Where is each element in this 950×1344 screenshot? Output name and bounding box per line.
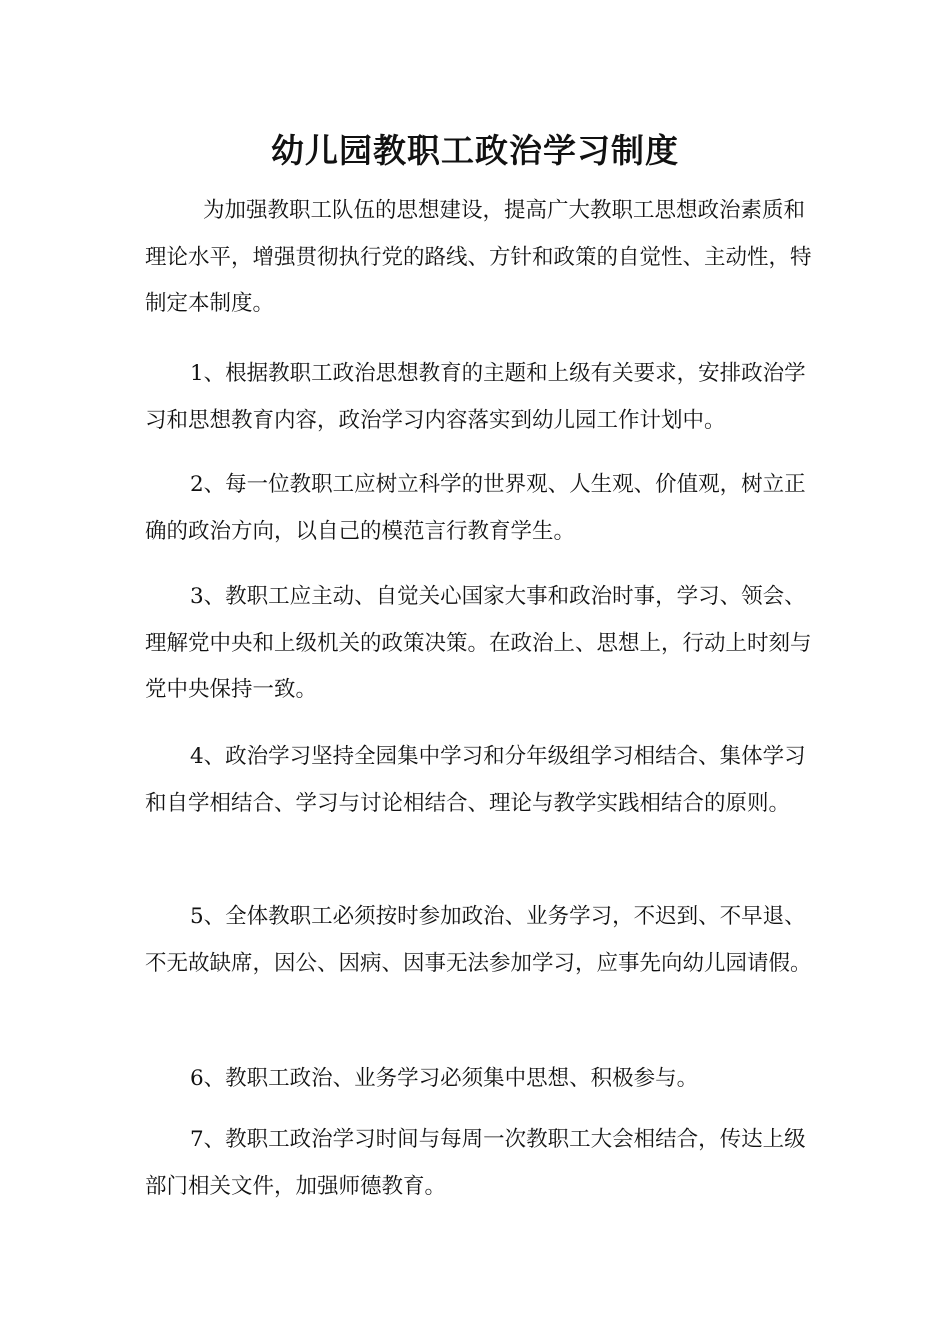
rule-item-2: 2、每一位教职工应树立科学的世界观、人生观、价值观，树立正确的政治方向，以自己的模范言行教育学生。	[145, 472, 806, 544]
intro-paragraph: 为加强教职工队伍的思想建设，提高广大教职工思想政治素质和理论水平，增强贯彻执行党的路线、方针和政策的自觉性、主动性，特制定本制度。	[145, 198, 812, 316]
rule-item-7: 7、教职工政治学习时间与每周一次教职工大会相结合，传达上级部门相关文件，加强师德教育。	[145, 1127, 806, 1199]
rule-item-1: 1、根据教职工政治思想教育的主题和上级有关要求，安排政治学习和思想教育内容，政治学习内容落实到幼儿园工作计划中。	[145, 361, 806, 433]
rule-item-3: 3、教职工应主动、自觉关心国家大事和政治时事，学习、领会、理解党中央和上级机关的政策决策。在政治上、思想上，行动上时刻与党中央保持一致。	[145, 584, 812, 702]
rule-item-6: 6、教职工政治、业务学习必须集中思想、积极参与。	[190, 1066, 699, 1091]
rule-item-5: 5、全体教职工必须按时参加政治、业务学习，不迟到、不早退、不无故缺席，因公、因病、因事无法参加学习，应事先向幼儿园请假。	[145, 904, 812, 976]
rule-item-4: 4、政治学习坚持全园集中学习和分年级组学习相结合、集体学习和自学相结合、学习与讨论相结合、理论与教学实践相结合的原则。	[145, 744, 806, 816]
document-title: 幼儿园教职工政治学习制度	[271, 131, 679, 170]
